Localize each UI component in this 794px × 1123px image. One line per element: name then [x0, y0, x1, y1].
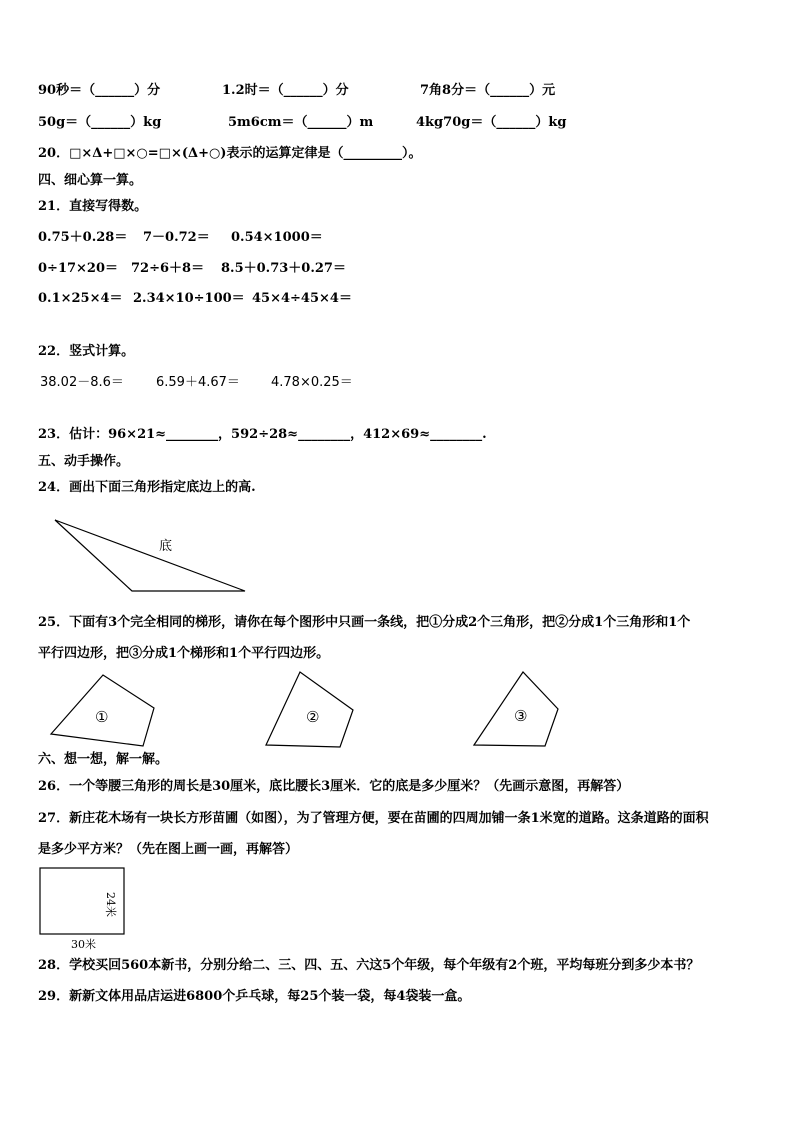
question-26: 26．一个等腰三角形的周长是30厘米，底比腰长3厘米．它的底是多少厘米？（先画示意图，再解答）: [38, 779, 630, 794]
question-21-title: 21．直接写得数。: [38, 199, 148, 214]
vertical-calc-item: 38.02－8.6＝: [40, 375, 124, 390]
mental-calc-item: 2.34×10÷100＝: [133, 291, 245, 306]
question-27-line2: 是多少平方米？（先在图上画一画，再解答）: [38, 842, 299, 857]
mental-calc-item: 0.75＋0.28＝: [38, 230, 128, 245]
rectangle-height-label: 24米: [104, 892, 117, 917]
conversion-item: 50g＝（______）kg: [38, 115, 162, 130]
base-label: 底: [159, 539, 173, 554]
shape-label-2: ②: [306, 708, 320, 726]
mental-calc-item: 0÷17×20＝: [38, 261, 119, 276]
triangle-figure: [55, 520, 245, 591]
section-heading-4: 四、细心算一算。: [38, 173, 143, 188]
mental-calc-item: 0.1×25×4＝: [38, 291, 123, 306]
mental-calc-item: 72÷6＋8＝: [131, 261, 205, 276]
question-20: 20．□×Δ+□×○=□×(Δ+○)表示的运算定律是（_________）。: [38, 146, 422, 161]
conversion-item: 1.2时＝（______）分: [222, 83, 349, 98]
section-heading-6: 六、想一想，解一解。: [38, 752, 169, 767]
shape-label-3: ③: [514, 707, 528, 725]
conversion-item: 7角8分＝（______）元: [420, 83, 556, 98]
question-22-title: 22．竖式计算。: [38, 344, 135, 359]
question-27-line1: 27．新庄花木场有一块长方形苗圃（如图），为了管理方便，要在苗圃的四周加铺一条1米宽的道路。这条道路的面积: [38, 811, 709, 826]
question-28: 28．学校买回560本新书，分别分给二、三、四、五、六这5个年级，每个年级有2个班，平均每班分到多少本书？: [38, 958, 700, 973]
conversion-item: 5m6cm＝（______）m: [228, 115, 374, 130]
shape-label-1: ①: [95, 708, 109, 726]
conversion-item: 90秒＝（______）分: [38, 83, 161, 98]
mental-calc-item: 45×4÷45×4＝: [252, 291, 352, 306]
mental-calc-item: 0.54×1000＝: [231, 230, 323, 245]
question-24-title: 24．画出下面三角形指定底边上的高.: [38, 480, 256, 495]
section-heading-5: 五、动手操作。: [38, 454, 130, 469]
mental-calc-item: 8.5＋0.73＋0.27＝: [221, 261, 346, 276]
conversion-item: 4kg70g＝（______）kg: [416, 115, 567, 130]
vertical-calc-item: 6.59＋4.67＝: [156, 375, 240, 390]
rectangle-width-label: 30米: [71, 938, 96, 951]
question-25-line2: 平行四边形，把③分成1个梯形和1个平行四边形。: [38, 646, 330, 661]
question-29: 29．新新文体用品店运进6800个乒乓球，每25个装一袋，每4袋装一盒。: [38, 989, 471, 1004]
mental-calc-item: 7－0.72＝: [143, 230, 210, 245]
question-25-line1: 25．下面有3个完全相同的梯形，请你在每个图形中只画一条线，把①分成2个三角形，把②分成1个三角形和1个: [38, 615, 691, 630]
vertical-calc-item: 4.78×0.25＝: [271, 375, 353, 390]
question-23: 23．估计：96×21≈________，592÷28≈________，412×69≈________.: [38, 427, 487, 442]
